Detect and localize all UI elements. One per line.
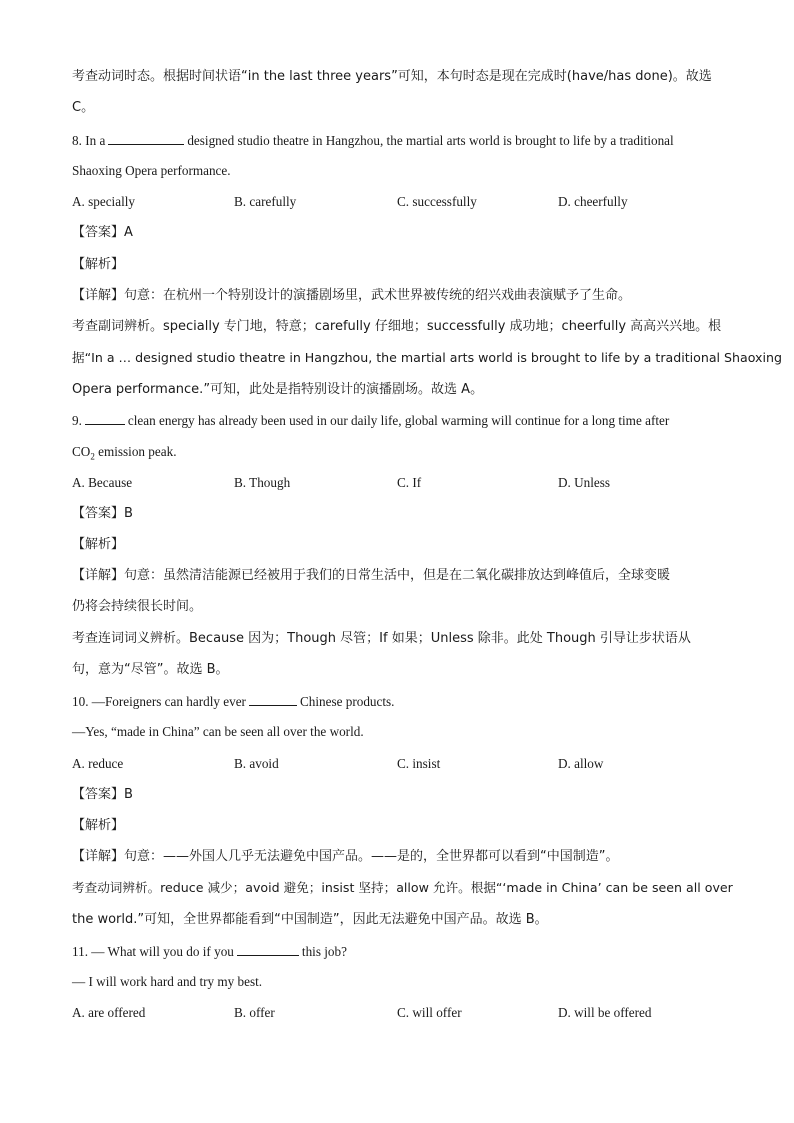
question-9-explanation-line-2: 句，意为“尽管”。故选 B。	[72, 662, 229, 677]
question-8-line-2: Shaoxing Opera performance.	[72, 163, 231, 178]
question-11-text-start: — What will you do if you	[91, 944, 234, 959]
question-9-option-a: A. Because	[72, 475, 133, 490]
question-10-detail: 【详解】句意：——外国人几乎无法避免中国产品。——是的，全世界都可以看到“中国制造”。	[72, 849, 619, 864]
question-9-explanation-line-1: 考查连词词义辨析。Because 因为；Though 尽管；If 如果；Unless 除非。此处 Though 引导让步状语从	[72, 631, 691, 646]
question-9-co: CO	[72, 444, 91, 459]
question-9-line-2-end: emission peak.	[94, 444, 177, 459]
question-10-text-start: —Foreigners can hardly ever	[91, 694, 246, 709]
question-8-text-start: In a	[85, 133, 106, 148]
question-10-explanation-line-1: 考查动词辨析。reduce 减少；avoid 避免；insist 坚持；allow 允许。根据“‘made in China’ can be seen all over	[72, 880, 733, 895]
question-10-answer: 【答案】B	[72, 787, 133, 802]
question-9-option-c: C. If	[397, 475, 422, 490]
prev-explanation-line-1: 考查动词时态。根据时间状语“in the last three years”可知，本句时态是现在完成时(have/has done)。故选	[72, 69, 712, 84]
question-9-options	[72, 474, 732, 492]
question-10-number: 10.	[72, 694, 89, 709]
question-9-option-d: D. Unless	[558, 475, 611, 490]
question-8-explanation-line-1: 考查副词辨析。specially 专门地，特意；carefully 仔细地；successfully 成功地；cheerfully 高高兴兴地。根	[72, 319, 722, 334]
question-11-option-a: A. are offered	[72, 1005, 146, 1020]
prev-explanation-line-2: C。	[72, 100, 95, 115]
question-10-option-d: D. allow	[558, 756, 604, 771]
question-8-explanation-line-3: Opera performance.”可知，此处是指特别设计的演播剧场。故选 A。	[72, 382, 484, 397]
question-9-detail-line-1: 【详解】句意：虽然清洁能源已经被用于我们的日常生活中，但是在二氧化碳排放达到峰值后，全球变暖	[72, 568, 671, 583]
question-10-analysis-label: 【解析】	[72, 818, 125, 833]
question-11-text-end: this job?	[301, 944, 347, 959]
question-8-option-a: A. specially	[72, 194, 135, 209]
question-10-option-b: B. avoid	[234, 756, 279, 771]
question-9-number: 9.	[72, 413, 82, 428]
question-11-line-2: — I will work hard and try my best.	[72, 974, 263, 989]
question-10-option-a: A. reduce	[72, 756, 124, 771]
question-11-option-d: D. will be offered	[558, 1005, 652, 1020]
question-11-option-b: B. offer	[234, 1005, 275, 1020]
question-10-text-end: Chinese products.	[299, 694, 395, 709]
question-8-explanation-line-2: 据“In a … designed studio theatre in Hangzhou, the martial arts world is brought to life by a traditional Shaoxing	[72, 350, 782, 365]
question-9-text: clean energy has already been used in our daily life, global warming will continue for a long time after	[127, 413, 670, 428]
question-9-line-1	[72, 411, 669, 430]
question-11-line-1	[72, 942, 347, 961]
question-8-answer: 【答案】A	[72, 225, 133, 240]
question-8-detail: 【详解】句意：在杭州一个特别设计的演播剧场里，武术世界被传统的绍兴戏曲表演赋予了生命。	[72, 288, 632, 303]
question-9-analysis-label: 【解析】	[72, 537, 125, 552]
question-8-option-c: C. successfully	[397, 194, 477, 209]
question-8-line-1	[72, 131, 674, 150]
question-10-option-c: C. insist	[397, 756, 441, 771]
question-8-analysis-label: 【解析】	[72, 257, 125, 272]
question-9-subscript: 2	[90, 451, 95, 462]
question-11-number: 11.	[72, 944, 88, 959]
question-11-option-c: C. will offer	[397, 1005, 462, 1020]
question-10-line-2: —Yes, “made in China” can be seen all over the world.	[72, 724, 364, 739]
question-8-options	[72, 193, 732, 211]
question-10-explanation-line-2: the world.”可知，全世界都能看到“中国制造”，因此无法避免中国产品。故选 B。	[72, 912, 548, 927]
question-9-option-b: B. Though	[234, 475, 291, 490]
question-11-blank	[237, 942, 299, 956]
question-9-line-2	[72, 443, 177, 466]
question-8-number: 8.	[72, 133, 82, 148]
question-11-options	[72, 1004, 732, 1022]
question-10-blank	[249, 692, 297, 706]
question-10-line-1	[72, 692, 394, 711]
question-8-text-end: designed studio theatre in Hangzhou, the martial arts world is brought to life by a traditional	[187, 133, 674, 148]
question-8-option-d: D. cheerfully	[558, 194, 628, 209]
question-9-blank	[85, 411, 125, 425]
question-8-blank	[108, 131, 184, 145]
question-8-option-b: B. carefully	[234, 194, 297, 209]
question-10-options	[72, 755, 732, 773]
question-9-detail-line-2: 仍将会持续很长时间。	[72, 599, 203, 614]
question-9-answer: 【答案】B	[72, 506, 133, 521]
